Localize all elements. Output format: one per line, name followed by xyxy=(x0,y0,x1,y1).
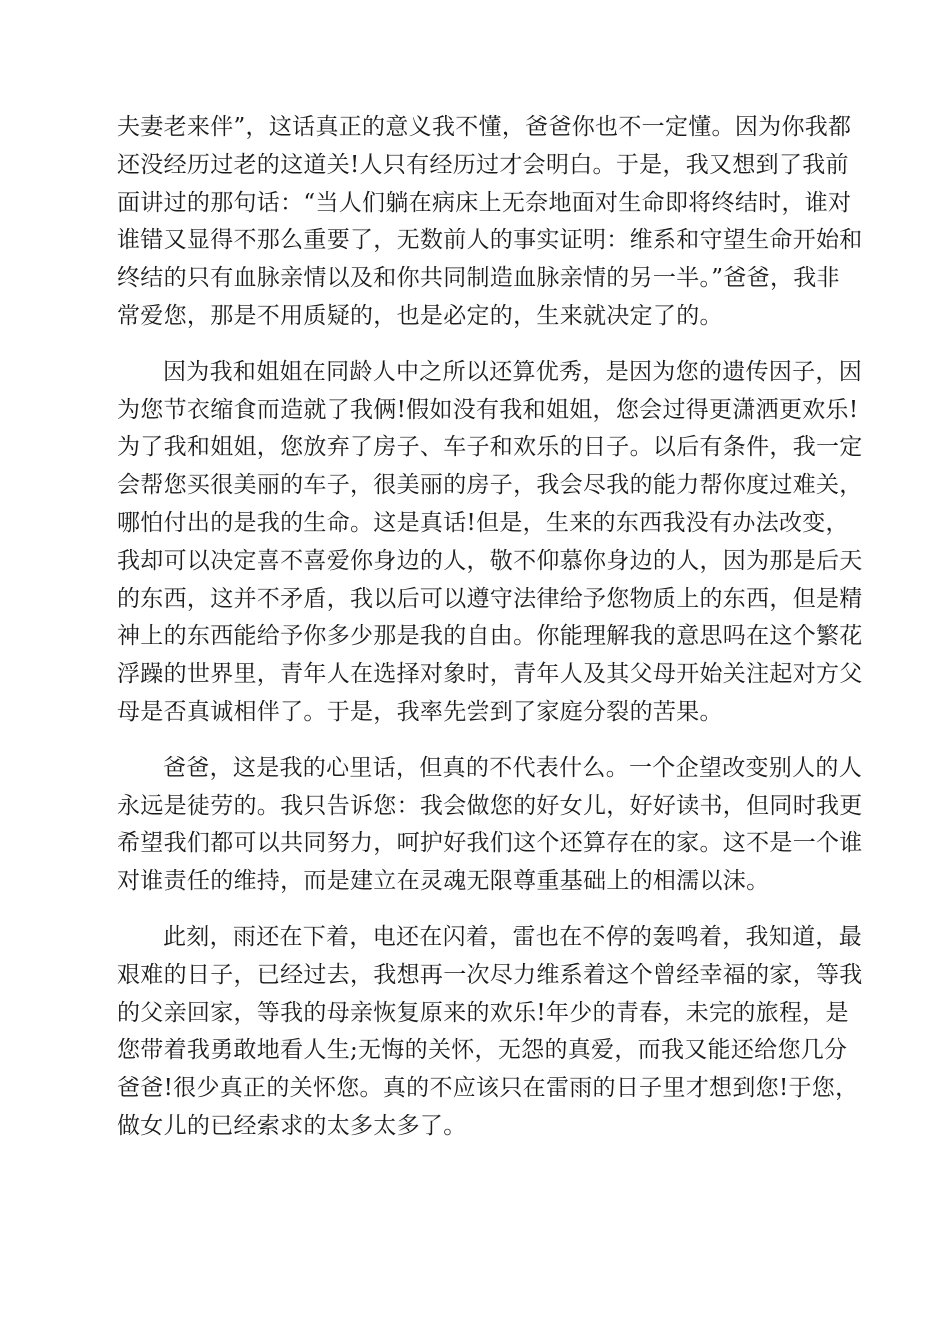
paragraph-line: 会帮您买很美丽的车子，很美丽的房子，我会尽我的能力帮你度过难关， xyxy=(117,472,863,499)
paragraph-line: 神上的东西能给予你多少那是我的自由。你能理解我的意思吗在这个繁花 xyxy=(117,623,863,650)
paragraph-first-line: 因为我和姐姐在同龄人中之所以还算优秀，是因为您的遗传因子，因 xyxy=(163,358,862,385)
paragraph-line: 哪怕付出的是我的生命。这是真话!但是，生来的东西我没有办法改变， xyxy=(117,509,849,536)
paragraph-line: 常爱您，那是不用质疑的，也是必定的，生来就决定了的。 xyxy=(117,302,723,329)
paragraph-line: 为了我和姐姐，您放弃了房子、车子和欢乐的日子。以后有条件，我一定 xyxy=(117,434,863,461)
paragraph-3 xyxy=(117,750,863,901)
paragraph-2 xyxy=(117,354,863,732)
paragraph-line: 做女儿的已经索求的太多太多了。 xyxy=(117,1112,467,1139)
paragraph-line: 您带着我勇敢地看人生;无悔的关怀，无怨的真爱，而我又能还给您几分 xyxy=(117,1037,848,1064)
paragraph-line: 的父亲回家，等我的母亲恢复原来的欢乐!年少的青春，未完的旅程，是 xyxy=(117,999,849,1026)
paragraph-1 xyxy=(117,109,863,336)
paragraph-line: 对谁责任的维持，而是建立在灵魂无限尊重基础上的相濡以沫。 xyxy=(117,868,770,895)
paragraph-line: 夫妻老来伴”，这话真正的意义我不懂，爸爸你也不一定懂。因为你我都 xyxy=(117,114,852,140)
paragraph-first-line: 此刻，雨还在下着，电还在闪着，雷也在不停的轰鸣着，我知道，最 xyxy=(163,923,862,950)
paragraph-4 xyxy=(117,919,863,1146)
document-body xyxy=(117,109,863,1164)
paragraph-line: 我却可以决定喜不喜爱你身边的人，敬不仰慕你身边的人，因为那是后天 xyxy=(117,547,863,574)
paragraph-line: 艰难的日子，已经过去，我想再一次尽力维系着这个曾经幸福的家，等我 xyxy=(117,961,863,988)
paragraph-line: 爸爸!很少真正的关怀您。真的不应该只在雷雨的日子里才想到您!于您， xyxy=(117,1075,859,1102)
paragraph-line: 永远是徒劳的。我只告诉您：我会做您的好女儿，好好读书，但同时我更 xyxy=(117,792,863,819)
paragraph-line: 浮躁的世界里，青年人在选择对象时，青年人及其父母开始关注起对方父 xyxy=(117,661,863,688)
paragraph-line: 希望我们都可以共同努力，呵护好我们这个还算存在的家。这不是一个谁 xyxy=(117,830,863,857)
paragraph-line: 为您节衣缩食而造就了我俩!假如没有我和姐姐，您会过得更潇洒更欢乐! xyxy=(117,396,859,423)
paragraph-line: 的东西，这并不矛盾，我以后可以遵守法律给予您物质上的东西，但是精 xyxy=(117,585,863,612)
paragraph-line: 谁错又显得不那么重要了，无数前人的事实证明：维系和守望生命开始和 xyxy=(117,227,863,254)
paragraph-line: 终结的只有血脉亲情以及和你共同制造血脉亲情的另一半。”爸爸，我非 xyxy=(117,265,840,292)
paragraph-first-line: 爸爸，这是我的心里话，但真的不代表什么。一个企望改变别人的人 xyxy=(163,754,862,781)
paragraph-line: 母是否真诚相伴了。于是，我率先尝到了家庭分裂的苦果。 xyxy=(117,698,723,725)
paragraph-line: 面讲过的那句话：“当人们躺在病床上无奈地面对生命即将终结时，谁对 xyxy=(117,189,852,216)
paragraph-line: 还没经历过老的这道关!人只有经历过才会明白。于是，我又想到了我前 xyxy=(117,151,849,178)
